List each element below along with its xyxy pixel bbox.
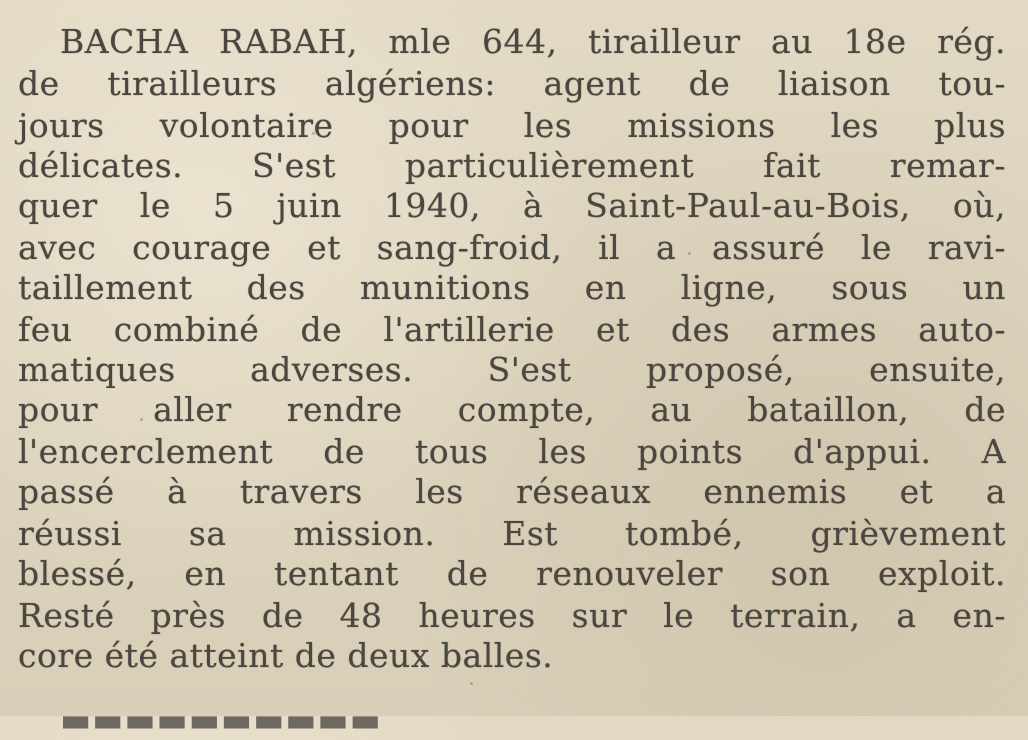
text-line-4: délicates. S'est particulièrement fait remar- — [18, 146, 1006, 185]
text-line-11: l'encerclement de tous les points d'appui. A — [18, 432, 1006, 471]
text-line-8: feu combiné de l'artillerie et des armes auto- — [18, 310, 1006, 349]
paper-speck — [470, 682, 473, 685]
text-line-15: Resté près de 48 heures sur le terrain, a en- — [18, 596, 1006, 635]
text-line-10: pour aller rendre compte, au bataillon, de — [18, 390, 1006, 429]
text-line-2: de tirailleurs algériens: agent de liaison tou- — [18, 64, 1006, 103]
text-line-3: jours volontaire pour les missions les plus — [18, 106, 1006, 145]
text-line-9: matiques adverses. S'est proposé, ensuite, — [18, 350, 1006, 389]
paper-speck — [312, 132, 315, 135]
text-line-7: taillement des munitions en ligne, sous un — [18, 268, 1006, 307]
cut-off-next-entry: ▬▬▬▬▬▬▬▬▬▬ — [60, 700, 382, 739]
paper-speck — [688, 252, 691, 255]
paper-speck — [140, 418, 143, 421]
text-line-6: avec courage et sang-froid, il a assuré le ravi- — [18, 228, 1006, 267]
text-line-14: blessé, en tentant de renouveler son exploit. — [18, 554, 1006, 593]
text-line-12: passé à travers les réseaux ennemis et a — [18, 472, 1006, 511]
text-line-5: quer le 5 juin 1940, à Saint-Paul-au-Bois, où, — [18, 186, 1006, 225]
text-line-1: BACHA RABAH, mle 644, tirailleur au 18e rég. — [60, 22, 1006, 61]
paper-speck — [902, 540, 905, 543]
text-line-16: core été atteint de deux balles. — [18, 636, 554, 675]
text-line-13: réussi sa mission. Est tombé, grièvement — [18, 514, 1006, 553]
